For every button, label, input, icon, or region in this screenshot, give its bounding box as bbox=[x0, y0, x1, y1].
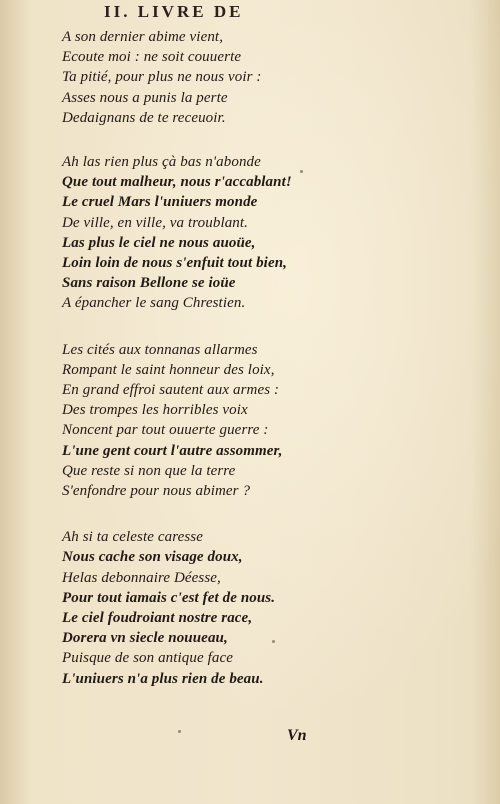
verse-line: Le ciel foudroiant nostre race, bbox=[62, 610, 253, 627]
verse-line: Ah si ta celeste caresse bbox=[62, 529, 203, 546]
verse-line: Ta pitié, pour plus ne nous voir : bbox=[62, 69, 262, 86]
verse-line: Que reste si non que la terre bbox=[62, 462, 236, 479]
ink-speck bbox=[272, 640, 275, 643]
verse-line: Rompant le saint honneur des loix, bbox=[62, 361, 275, 378]
verse-line: Que tout malheur, nous r'accablant! bbox=[62, 174, 292, 191]
verse-line: S'enfondre pour nous abimer ? bbox=[62, 483, 251, 500]
verse-line: Loin loin de nous s'enfuit tout bien, bbox=[62, 255, 288, 272]
ink-speck bbox=[178, 730, 181, 733]
verse-line: Ecoute moi : ne soit couuerte bbox=[62, 49, 242, 66]
verse-line: A son dernier abime vient, bbox=[62, 29, 224, 45]
verse-line: L'uniuers n'a plus rien de beau. bbox=[62, 670, 264, 687]
verse-line: Pour tout iamais c'est fet de nous. bbox=[62, 589, 276, 606]
verse-line: Asses nous a punis la perte bbox=[62, 89, 228, 106]
stanza-3 bbox=[62, 340, 462, 502]
verse-line: Des trompes les horribles voix bbox=[62, 402, 248, 419]
stanza-1 bbox=[62, 27, 462, 128]
verse-line: Le cruel Mars l'uniuers monde bbox=[62, 194, 258, 211]
verse-line: En grand effroi sautent aux armes : bbox=[62, 382, 280, 399]
verse-line: Las plus le ciel ne nous auoüe, bbox=[62, 234, 256, 251]
running-head: II. LIVRE DE bbox=[104, 2, 244, 21]
catchword: Vn bbox=[287, 727, 307, 744]
ink-speck bbox=[300, 170, 303, 173]
verse-line: Noncent par tout ouuerte guerre : bbox=[62, 422, 269, 439]
poem bbox=[62, 27, 462, 713]
verse-line: Les cités aux tonnanas allarmes bbox=[62, 341, 258, 358]
verse-line: Dedaignans de te receuoir. bbox=[62, 109, 226, 126]
verse-line: Sans raison Bellone se ioüe bbox=[62, 275, 236, 292]
verse-line: Dorera vn siecle nouueau, bbox=[62, 630, 228, 647]
verse-line: Puisque de son antique face bbox=[62, 650, 233, 667]
stanza-4 bbox=[62, 527, 462, 689]
verse-line: A épancher le sang Chrestien. bbox=[62, 295, 246, 312]
verse-line: L'une gent court l'autre assommer, bbox=[62, 442, 283, 459]
verse-line: De ville, en ville, va troublant. bbox=[62, 214, 249, 231]
verse-line: Nous cache son visage doux, bbox=[62, 549, 243, 566]
verse-line: Ah las rien plus çà bas n'abonde bbox=[62, 154, 261, 171]
verse-line: Helas debonnaire Déesse, bbox=[62, 569, 221, 586]
stanza-2 bbox=[62, 152, 462, 314]
